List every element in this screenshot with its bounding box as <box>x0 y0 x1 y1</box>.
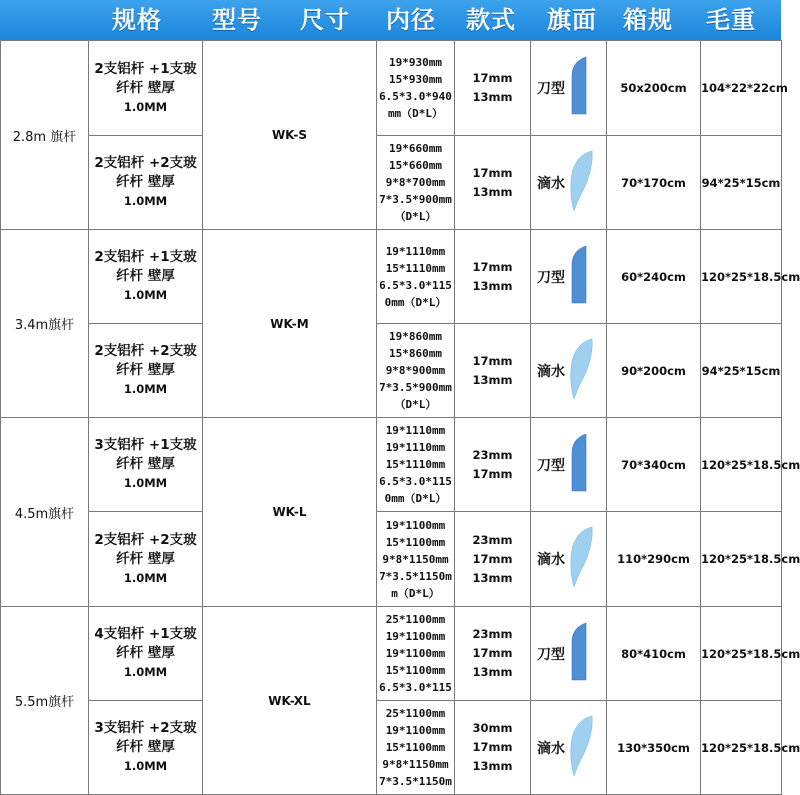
table-row <box>1 230 782 324</box>
config-cell <box>89 324 203 418</box>
config-line: 3支铝杆 +1支玻 <box>94 437 197 453</box>
config-line: 纤杆 壁厚 <box>116 268 175 284</box>
config-line: 1.0MM <box>123 99 168 114</box>
model-cell: WK-S <box>203 41 377 230</box>
flag-face-cell: 70*170cm <box>607 136 701 230</box>
size-line: 19*1100mm <box>385 630 446 643</box>
config-line: 纤杆 壁厚 <box>116 174 175 190</box>
size-line: 9*8*900mm <box>385 364 446 377</box>
teardrop-flag-icon <box>568 715 594 781</box>
header-weight: 毛重 <box>706 6 756 34</box>
size-line: 9*8*700mm <box>385 176 446 189</box>
table-row <box>1 418 782 512</box>
header-model: 型号 <box>212 6 262 34</box>
spec-cell: 2.8m 旗杆 <box>1 41 89 230</box>
config-line: 纤杆 壁厚 <box>116 550 175 567</box>
size-line: 15*1110mm <box>385 261 446 275</box>
config-line: 纤杆 壁厚 <box>116 739 175 755</box>
style-wrap <box>531 150 606 216</box>
diameter-line: 23mm <box>472 627 513 641</box>
size-cell <box>377 136 455 230</box>
knife-flag-icon <box>568 622 588 686</box>
size-line: 6.5*3.0*115 <box>379 278 452 292</box>
config-line: 1.0MM <box>123 476 168 490</box>
config-line: 纤杆 壁厚 <box>116 362 175 378</box>
size-cell <box>377 418 455 512</box>
model-cell: WK-XL <box>203 607 377 795</box>
diameter-line: 17mm <box>472 646 513 660</box>
diameter-cell <box>455 607 531 701</box>
size-line: 19*660mm <box>389 142 442 155</box>
size-line: 19*1110mm <box>385 441 446 454</box>
config-line: 2支铝杆 +1支玻 <box>94 60 197 77</box>
header-bar <box>0 0 781 40</box>
flag-face-cell: 80*410cm <box>607 607 701 701</box>
size-line: 19*1100mm <box>385 724 446 737</box>
style-cell <box>531 324 607 418</box>
diameter-line: 17mm <box>472 259 513 274</box>
config-line: 纤杆 壁厚 <box>116 645 175 661</box>
style-cell <box>531 607 607 701</box>
style-wrap <box>531 433 606 497</box>
config-line: 纤杆 壁厚 <box>116 456 175 472</box>
knife-flag-icon <box>568 245 588 309</box>
size-line: 25*1100mm <box>385 613 446 626</box>
model-cell: WK-L <box>203 418 377 607</box>
box-size-cell: 94*25*15cm <box>701 136 782 230</box>
config-line: 1.0MM <box>123 665 168 679</box>
size-cell <box>377 230 455 324</box>
style-cell <box>531 512 607 607</box>
spec-table <box>0 40 800 795</box>
diameter-cell <box>455 230 531 324</box>
table-row <box>1 607 782 701</box>
spec-cell: 4.5m旗杆 <box>1 418 89 607</box>
style-name: 滴水 <box>537 552 565 568</box>
size-cell <box>377 324 455 418</box>
config-line: 2支铝杆 +1支玻 <box>94 249 197 265</box>
diameter-line: 17mm <box>472 353 513 368</box>
size-cell <box>377 701 455 795</box>
size-line: 19*930mm <box>389 56 442 69</box>
size-line: 6.5*3.0*115 <box>379 681 452 694</box>
diameter-line: 13mm <box>472 90 513 104</box>
knife-flag-icon <box>568 433 588 497</box>
size-line: 15*860mm <box>389 347 442 360</box>
size-line: 7*3.5*1150m <box>379 569 452 583</box>
style-wrap <box>531 338 606 404</box>
style-name: 滴水 <box>537 175 565 192</box>
config-line: 1.0MM <box>123 570 168 585</box>
spec-cell: 3.4m旗杆 <box>1 230 89 418</box>
config-line: 1.0MM <box>123 382 168 396</box>
model-cell: WK-M <box>203 230 377 418</box>
diameter-line: 13mm <box>472 372 513 387</box>
size-line: 15*1110mm <box>385 458 446 471</box>
style-wrap <box>531 245 606 309</box>
diameter-line: 23mm <box>472 447 513 462</box>
table-row <box>1 41 782 136</box>
size-line: 6.5*3.0*940 <box>379 90 452 103</box>
diameter-line: 30mm <box>472 721 513 735</box>
config-line: 2支铝杆 +2支玻 <box>94 155 197 171</box>
size-line: 15*1100mm <box>385 741 446 754</box>
size-line: 19*1110mm <box>385 424 446 437</box>
flag-face-cell: 90*200cm <box>607 324 701 418</box>
config-cell <box>89 701 203 795</box>
style-cell <box>531 41 607 136</box>
teardrop-flag-icon <box>568 150 594 216</box>
header-spec: 规格 <box>112 6 162 34</box>
knife-flag-icon <box>568 56 588 120</box>
box-size-cell: 94*25*15cm <box>701 324 782 418</box>
style-wrap <box>531 715 606 781</box>
style-cell <box>531 701 607 795</box>
size-line: m（D*L） <box>391 586 440 600</box>
diameter-line: 17mm <box>472 740 513 754</box>
diameter-cell <box>455 41 531 136</box>
size-line: 0mm（D*L） <box>384 492 447 505</box>
size-line: （D*L） <box>394 210 437 223</box>
style-wrap <box>531 526 606 592</box>
size-line: 7*3.5*900mm <box>379 381 452 394</box>
diameter-line: 13mm <box>472 759 513 773</box>
config-line: 3支铝杆 +2支玻 <box>94 720 197 736</box>
diameter-line: 17mm <box>472 551 513 566</box>
size-line: 15*1100mm <box>385 535 446 549</box>
style-name: 刀型 <box>537 269 565 286</box>
table-row <box>1 512 782 607</box>
size-line: 15*1100mm <box>385 664 446 677</box>
diameter-cell <box>455 701 531 795</box>
config-cell <box>89 41 203 136</box>
diameter-line: 13mm <box>472 184 513 199</box>
style-name: 刀型 <box>537 457 565 474</box>
table-row <box>1 136 782 230</box>
config-cell <box>89 512 203 607</box>
box-size-cell: 120*25*18.5cm <box>701 701 782 795</box>
config-cell <box>89 136 203 230</box>
size-line: 7*3.5*900mm <box>379 193 452 206</box>
diameter-line: 17mm <box>472 165 513 180</box>
size-line: 19*1100mm <box>385 518 446 532</box>
box-size-cell: 120*25*18.5cm <box>701 607 782 701</box>
size-line: 25*1100mm <box>385 707 446 720</box>
spec-cell: 5.5m旗杆 <box>1 607 89 795</box>
table-row <box>1 324 782 418</box>
flag-face-cell: 70*340cm <box>607 418 701 512</box>
style-name: 滴水 <box>537 363 565 380</box>
flag-face-cell: 110*290cm <box>607 512 701 607</box>
config-line: 2支铝杆 +2支玻 <box>94 531 197 548</box>
size-line: 7*3.5*1150m <box>379 775 452 788</box>
style-wrap <box>531 56 606 120</box>
size-cell <box>377 512 455 607</box>
diameter-line: 17mm <box>472 71 513 85</box>
size-cell <box>377 607 455 701</box>
diameter-line: 23mm <box>472 532 513 547</box>
diameter-cell <box>455 418 531 512</box>
diameter-cell <box>455 512 531 607</box>
box-size-cell: 104*22*22cm <box>701 41 782 136</box>
style-name: 滴水 <box>537 740 565 757</box>
config-line: 纤杆 壁厚 <box>116 79 175 96</box>
config-line: 1.0MM <box>123 759 168 773</box>
config-line: 1.0MM <box>123 194 168 208</box>
size-line: （D*L） <box>394 398 437 411</box>
config-cell <box>89 230 203 324</box>
header-box: 箱规 <box>623 6 673 34</box>
diameter-line: 13mm <box>472 665 513 679</box>
config-line: 1.0MM <box>123 288 168 302</box>
size-cell <box>377 41 455 136</box>
style-cell <box>531 418 607 512</box>
size-line: 19*1100mm <box>385 647 446 660</box>
size-line: 15*660mm <box>389 159 442 172</box>
flag-face-cell: 60*240cm <box>607 230 701 324</box>
box-size-cell: 120*25*18.5cm <box>701 512 782 607</box>
diameter-cell <box>455 136 531 230</box>
size-line: 0mm（D*L） <box>384 295 447 309</box>
size-line: 19*1110mm <box>385 244 446 258</box>
size-line: 19*860mm <box>389 330 442 343</box>
diameter-line: 13mm <box>472 278 513 293</box>
config-cell <box>89 418 203 512</box>
diameter-cell <box>455 324 531 418</box>
style-wrap <box>531 622 606 686</box>
flag-face-cell: 130*350cm <box>607 701 701 795</box>
size-line: mm（D*L） <box>387 107 444 120</box>
box-size-cell: 120*25*18.5cm <box>701 230 782 324</box>
diameter-line: 17mm <box>472 466 513 481</box>
style-name: 刀型 <box>537 646 565 663</box>
flag-face-cell: 50x200cm <box>607 41 701 136</box>
header-size: 尺寸 <box>300 6 350 34</box>
config-cell <box>89 607 203 701</box>
config-line: 2支铝杆 +2支玻 <box>94 343 197 359</box>
style-cell <box>531 136 607 230</box>
table-row <box>1 701 782 795</box>
box-size-cell: 120*25*18.5cm <box>701 418 782 512</box>
diameter-line: 13mm <box>472 570 513 585</box>
size-line: 9*8*1150mm <box>382 552 449 566</box>
teardrop-flag-icon <box>568 338 594 404</box>
header-diameter: 内径 <box>386 6 436 34</box>
size-line: 15*930mm <box>389 73 442 86</box>
config-line: 4支铝杆 +1支玻 <box>94 626 197 642</box>
size-line: 6.5*3.0*115 <box>379 475 452 488</box>
style-name: 刀型 <box>537 81 565 97</box>
size-line: 9*8*1150mm <box>382 758 449 771</box>
header-style: 款式 <box>466 6 516 34</box>
header-flag-face: 旗面 <box>547 6 597 34</box>
style-cell <box>531 230 607 324</box>
teardrop-flag-icon <box>568 526 594 592</box>
